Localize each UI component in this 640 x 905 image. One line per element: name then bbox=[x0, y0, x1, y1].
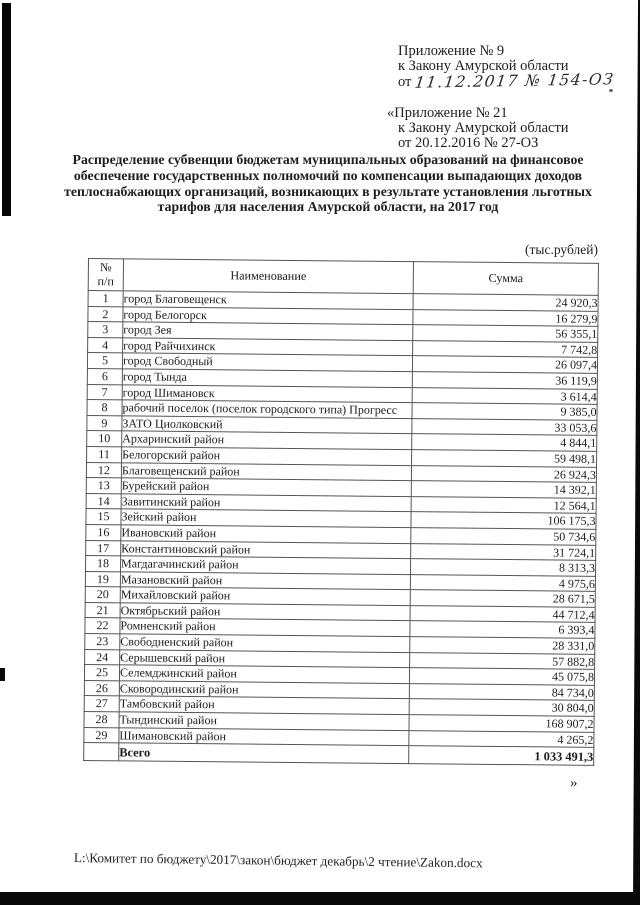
table-footer bbox=[84, 743, 594, 765]
scan-edge-bar-left bbox=[2, 3, 11, 216]
column-header-sum: Сумма bbox=[413, 262, 598, 296]
allocations-table bbox=[83, 258, 599, 766]
row-name: Михайловский район bbox=[120, 587, 410, 605]
row-sum: 30 804,0 bbox=[409, 699, 594, 716]
file-path: L:\Комитет по бюджету\2017\закон\бюджет декабрь\2 чтение\Zakon.docx bbox=[73, 850, 483, 871]
row-sum: 16 279,9 bbox=[413, 309, 598, 326]
row-name: Селемджинский район bbox=[119, 665, 409, 683]
row-sum: 4 265,2 bbox=[409, 730, 594, 747]
row-sum: 50 734,6 bbox=[411, 528, 596, 545]
column-header-name: Наименование bbox=[123, 259, 413, 294]
column-header-num bbox=[88, 259, 123, 291]
document-title: Распределение субвенции бюджетам муниципальных образований на финансовое обеспечение государственных полномочий по компенсации выпадающих доходов теплоснабжающих организаций, возникающих в результате установления льготных тарифов для населения Амурской области, на 2017 год bbox=[64, 152, 592, 215]
row-num: 14 bbox=[86, 493, 121, 509]
table-body bbox=[84, 291, 598, 748]
row-sum: 36 119,9 bbox=[412, 372, 597, 389]
row-sum: 7 742,8 bbox=[413, 340, 598, 357]
total-num-cell bbox=[84, 743, 119, 761]
total-row bbox=[84, 743, 594, 765]
row-num: 21 bbox=[85, 602, 120, 618]
row-name: город Свободный bbox=[122, 353, 412, 371]
row-num: 22 bbox=[85, 618, 120, 634]
row-name: ЗАТО Циолковский bbox=[122, 416, 412, 434]
scan-edge-bar-right bbox=[633, 0, 640, 905]
row-name: город Зея bbox=[123, 322, 413, 340]
row-num: 1 bbox=[88, 291, 123, 307]
appendix-2-line-3: от 20.12.2016 № 27-ОЗ bbox=[398, 135, 539, 152]
row-num: 8 bbox=[87, 400, 122, 416]
row-num: 25 bbox=[84, 665, 119, 681]
total-sum: 1 033 491,3 bbox=[409, 746, 594, 765]
row-sum: 106 175,3 bbox=[411, 512, 596, 529]
allocations-table-wrap bbox=[83, 258, 599, 766]
closing-quote-mark: » bbox=[570, 775, 578, 791]
row-name: Ивановский район bbox=[121, 525, 411, 543]
row-sum: 84 734,0 bbox=[409, 683, 594, 700]
row-sum: 28 331,0 bbox=[410, 637, 595, 654]
row-num: 17 bbox=[86, 540, 121, 556]
row-sum: 59 498,1 bbox=[412, 450, 597, 467]
row-num: 27 bbox=[84, 696, 119, 712]
row-num: 9 bbox=[87, 415, 122, 431]
total-label: Всего bbox=[119, 743, 409, 763]
appendix-1-line-3 bbox=[398, 70, 616, 93]
appendix-note-1 bbox=[398, 44, 614, 91]
row-num: 11 bbox=[87, 446, 122, 462]
row-name: Бурейский район bbox=[121, 478, 411, 496]
row-name: Свободненский район bbox=[120, 634, 410, 652]
units-label: (тыс.рублей) bbox=[525, 242, 598, 257]
row-sum: 24 920,3 bbox=[413, 294, 598, 311]
row-sum: 56 355,1 bbox=[413, 325, 598, 342]
row-name: Архаринский район bbox=[122, 431, 412, 449]
row-name: Тындинский район bbox=[119, 712, 409, 730]
row-sum: 12 564,1 bbox=[411, 496, 596, 513]
row-num: 7 bbox=[87, 384, 122, 400]
row-name: Сковородинский район bbox=[119, 681, 409, 699]
row-sum: 31 724,1 bbox=[411, 543, 596, 560]
row-num: 29 bbox=[84, 727, 119, 743]
row-sum: 14 392,1 bbox=[411, 481, 596, 498]
row-name: Мазановский район bbox=[120, 572, 410, 590]
appendix-2-line-2: к Закону Амурской области bbox=[398, 119, 569, 136]
row-name: Благовещенский район bbox=[121, 462, 411, 480]
row-name: город Благовещенск bbox=[123, 291, 413, 309]
row-num: 12 bbox=[86, 462, 121, 478]
row-name: Серышевский район bbox=[120, 649, 410, 667]
row-num: 2 bbox=[88, 306, 123, 322]
row-sum: 28 671,5 bbox=[410, 590, 595, 607]
row-name: город Белогорск bbox=[123, 306, 413, 324]
row-sum: 8 313,3 bbox=[410, 559, 595, 576]
row-sum: 9 385,0 bbox=[412, 403, 597, 420]
row-name: Завитинский район bbox=[121, 494, 411, 512]
row-sum: 57 882,8 bbox=[410, 652, 595, 669]
row-num: 10 bbox=[87, 431, 122, 447]
row-name: город Шимановск bbox=[122, 384, 412, 402]
row-name: Октябрьский район bbox=[120, 603, 410, 621]
appendix-1-line-2: к Закону Амурской области bbox=[398, 58, 569, 75]
row-name: Шимановский район bbox=[119, 727, 409, 745]
row-name: Магдагачинский район bbox=[120, 556, 410, 574]
row-num: 13 bbox=[86, 478, 121, 494]
row-name: Константиновский район bbox=[121, 540, 411, 558]
scan-speck bbox=[0, 668, 5, 681]
row-sum: 26 097,4 bbox=[412, 356, 597, 373]
column-header-num-line1: № bbox=[100, 260, 112, 275]
row-sum: 26 924,3 bbox=[411, 465, 596, 482]
row-name: Белогорский район bbox=[122, 447, 412, 465]
row-num: 6 bbox=[87, 368, 122, 384]
row-name: рабочий поселок (поселок городского типа) Прогресс bbox=[122, 400, 412, 418]
row-num: 3 bbox=[88, 322, 123, 338]
row-sum: 45 075,8 bbox=[409, 668, 594, 685]
appendix-note-2 bbox=[387, 104, 614, 152]
row-num: 20 bbox=[85, 587, 120, 603]
appendix-notes bbox=[387, 43, 616, 152]
column-header-num-line2: п/п bbox=[97, 273, 115, 288]
row-num: 15 bbox=[86, 509, 121, 525]
row-name: город Тында bbox=[122, 369, 412, 387]
row-num: 18 bbox=[85, 556, 120, 572]
row-num: 24 bbox=[85, 649, 120, 665]
appendix-2-line-1: «Приложение № 21 bbox=[387, 104, 508, 121]
date-prefix-label: от bbox=[398, 74, 412, 91]
scan-edge-bar-bottom bbox=[0, 892, 640, 905]
table-header bbox=[88, 259, 598, 296]
row-sum: 4 975,6 bbox=[410, 574, 595, 591]
row-num: 28 bbox=[84, 712, 119, 728]
row-name: Тамбовский район bbox=[119, 696, 409, 714]
row-num: 5 bbox=[87, 353, 122, 369]
row-num: 26 bbox=[84, 680, 119, 696]
row-name: Зейский район bbox=[121, 509, 411, 527]
row-sum: 44 712,4 bbox=[410, 605, 595, 622]
row-name: Ромненский район bbox=[120, 618, 410, 636]
row-num: 19 bbox=[85, 571, 120, 587]
row-num: 16 bbox=[86, 524, 121, 540]
row-sum: 4 844,1 bbox=[412, 434, 597, 451]
handwritten-date: 11.12.2017 № 154-ОЗ bbox=[413, 70, 616, 93]
row-num: 23 bbox=[85, 634, 120, 650]
appendix-1-line-1: Приложение № 9 bbox=[398, 43, 505, 59]
row-sum: 3 614,4 bbox=[412, 387, 597, 404]
row-sum: 6 393,4 bbox=[410, 621, 595, 638]
row-sum: 33 053,6 bbox=[412, 418, 597, 435]
table-header-row bbox=[88, 259, 598, 296]
row-sum: 168 907,2 bbox=[409, 715, 594, 732]
row-num: 4 bbox=[88, 337, 123, 353]
row-name: город Райчихинск bbox=[123, 338, 413, 356]
